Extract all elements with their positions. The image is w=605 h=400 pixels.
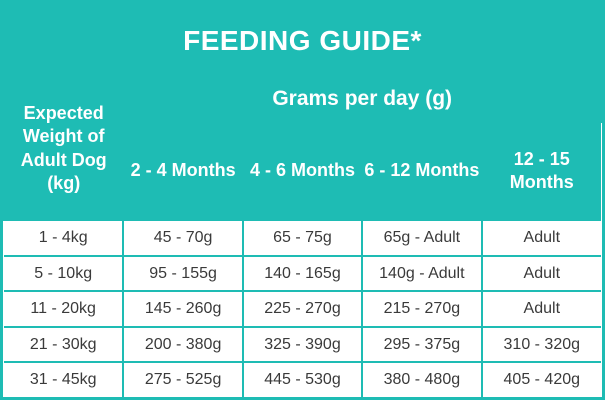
- row-value-4-6-months: 225 - 270g: [243, 291, 362, 327]
- row-weight: 21 - 30kg: [4, 327, 123, 363]
- page-title: FEEDING GUIDE*: [4, 4, 601, 77]
- header-age-6-12-months: 6 - 12 Months: [362, 122, 481, 221]
- row-value-6-12-months: 65g - Adult: [362, 220, 481, 256]
- row-value-12-15-months: Adult: [482, 220, 601, 256]
- row-value-2-4-months: 95 - 155g: [123, 256, 242, 292]
- row-value-6-12-months: 215 - 270g: [362, 291, 481, 327]
- header-age-4-6-months: 4 - 6 Months: [243, 122, 362, 221]
- header-age-2-4-months: 2 - 4 Months: [123, 122, 242, 221]
- row-weight: 31 - 45kg: [4, 362, 123, 397]
- row-value-6-12-months: 295 - 375g: [362, 327, 481, 363]
- table-header-row-group: [4, 77, 601, 122]
- table-row: [4, 327, 601, 363]
- row-value-2-4-months: 145 - 260g: [123, 291, 242, 327]
- table-row: [4, 291, 601, 327]
- row-weight: 1 - 4kg: [4, 220, 123, 256]
- row-value-4-6-months: 325 - 390g: [243, 327, 362, 363]
- row-value-4-6-months: 65 - 75g: [243, 220, 362, 256]
- row-value-2-4-months: 200 - 380g: [123, 327, 242, 363]
- row-value-2-4-months: 45 - 70g: [123, 220, 242, 256]
- header-grams-per-day: Grams per day (g): [123, 77, 601, 122]
- row-value-4-6-months: 140 - 165g: [243, 256, 362, 292]
- table-title-row: [4, 4, 601, 77]
- row-value-6-12-months: 140g - Adult: [362, 256, 481, 292]
- row-value-12-15-months: 310 - 320g: [482, 327, 601, 363]
- header-expected-weight: Expected Weight of Adult Dog (kg): [4, 77, 123, 220]
- header-age-12-15-months: 12 - 15 Months: [482, 122, 601, 221]
- table-row: [4, 220, 601, 256]
- row-value-12-15-months: Adult: [482, 256, 601, 292]
- table-row: [4, 362, 601, 397]
- row-weight: 5 - 10kg: [4, 256, 123, 292]
- table-row: [4, 256, 601, 292]
- feeding-guide-table: [3, 3, 602, 397]
- row-value-12-15-months: Adult: [482, 291, 601, 327]
- row-weight: 11 - 20kg: [4, 291, 123, 327]
- row-value-12-15-months: 405 - 420g: [482, 362, 601, 397]
- row-value-6-12-months: 380 - 480g: [362, 362, 481, 397]
- row-value-2-4-months: 275 - 525g: [123, 362, 242, 397]
- row-value-4-6-months: 445 - 530g: [243, 362, 362, 397]
